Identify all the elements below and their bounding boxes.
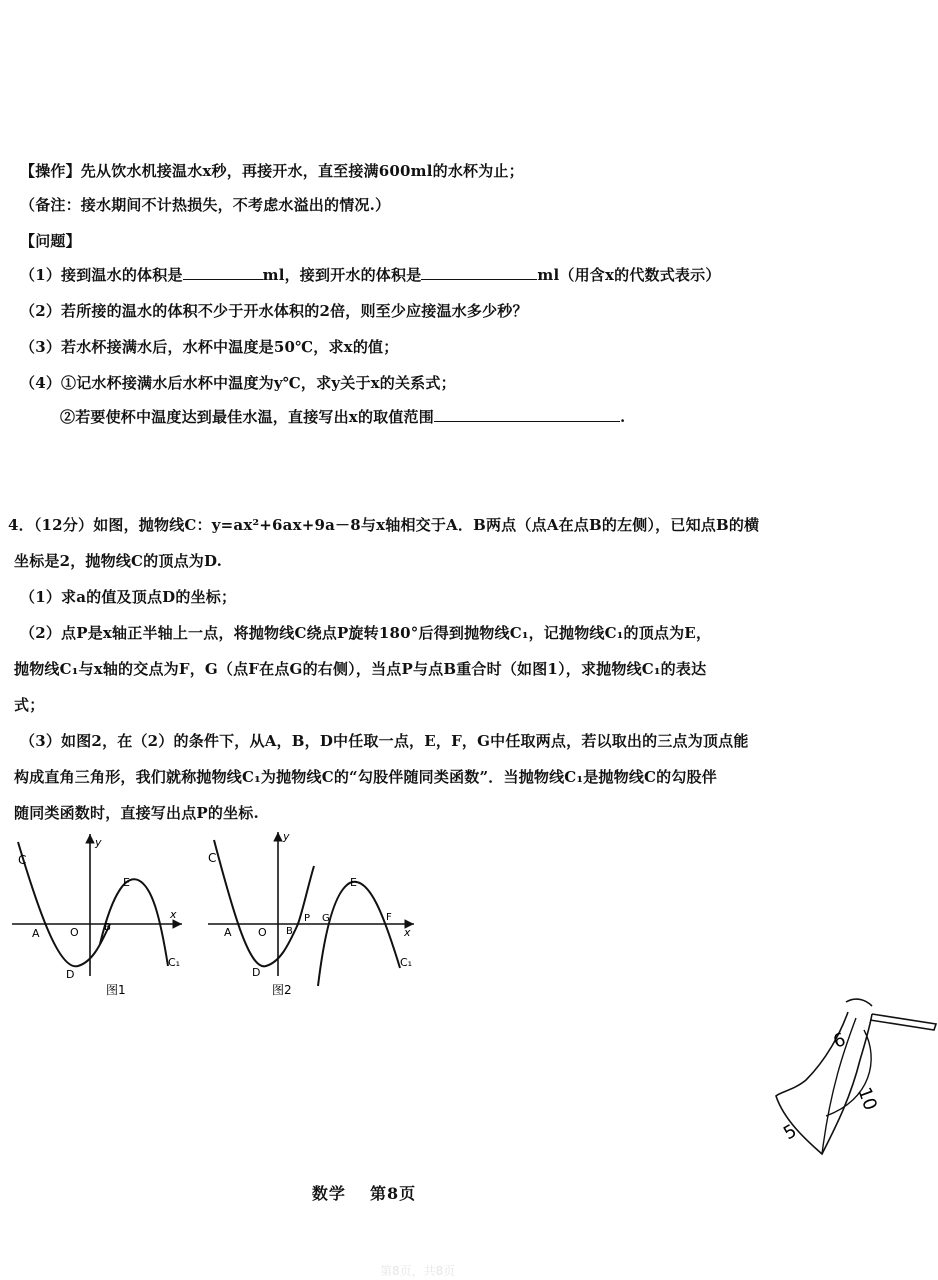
sketch-cap	[846, 999, 872, 1006]
label-o: O	[258, 926, 267, 939]
label-y: y	[95, 836, 102, 849]
label-c1: C₁	[400, 956, 413, 969]
problem24-part2-line1: （2）点P是x轴正半轴上一点，将抛物线C绕点P旋转180°后得到抛物线C₁，记抛物线C₁的顶点为E，	[20, 624, 712, 642]
footer-subject: 数学	[311, 1184, 346, 1203]
handwritten-sketch	[760, 990, 938, 1174]
figure1-caption: 图1	[106, 983, 126, 997]
blank-x-range[interactable]	[434, 407, 620, 422]
label-e: E	[350, 876, 357, 889]
q1-part2: ml，接到开水的体积是	[262, 266, 422, 284]
figure2-caption: 图2	[272, 983, 292, 997]
footer-page: 第8页	[369, 1184, 417, 1203]
problem24-part3-line3: 随同类函数时，直接写出点P的坐标.	[14, 804, 259, 822]
question-1	[20, 264, 721, 285]
operation-line: 【操作】先从饮水机接温水x秒，再接开水，直至接满600ml的水杯为止；	[20, 162, 524, 180]
label-c: C	[18, 853, 27, 867]
label-g: G	[322, 913, 330, 924]
problem24-part2-line2: 抛物线C₁与x轴的交点为F，G（点F在点G的右侧），当点P与点B重合时（如图1），求抛物线C₁的表达	[14, 660, 707, 678]
label-e: E	[123, 876, 130, 889]
blank-warm-volume[interactable]	[183, 265, 263, 280]
label-o: O	[70, 926, 79, 939]
q4-2-end: .	[619, 408, 626, 426]
blank-hot-volume[interactable]	[421, 265, 537, 280]
question-header: 【问题】	[20, 232, 81, 250]
q1-part1: （1）接到温水的体积是	[20, 266, 183, 284]
figure-1	[10, 826, 190, 1001]
label-c1: C₁	[168, 956, 181, 969]
page-footer	[0, 1181, 728, 1204]
sketch-mark-2: 10	[853, 1084, 881, 1114]
question-4-1: （4）①记水杯接满水后水杯中温度为y℃，求y关于x的关系式；	[20, 374, 456, 392]
question-3: （3）若水杯接满水后，水杯中温度是50℃，求x的值；	[20, 338, 399, 356]
label-p: P	[304, 913, 311, 924]
footer-faint: 第8页，共8页	[380, 1264, 456, 1278]
parabola-c	[214, 840, 314, 966]
question-4-2	[60, 406, 625, 427]
q1-part3: ml（用含x的代数式表示）	[537, 266, 721, 284]
problem24-part3-line1: （3）如图2，在（2）的条件下，从A，B，D中任取一点，E，F，G中任取两点，若以取出的三点为顶点能	[20, 732, 749, 750]
question-2: （2）若所接的温水的体积不少于开水体积的2倍，则至少应接温水多少秒？	[20, 302, 528, 320]
label-d: D	[252, 966, 261, 979]
problem24-line2: 坐标是2，抛物线C的顶点为D.	[14, 552, 223, 570]
label-c: C	[208, 851, 217, 865]
label-b: B	[104, 922, 111, 933]
parabola-c	[18, 842, 110, 966]
parabola-c1	[318, 882, 400, 986]
label-f: F	[386, 912, 392, 923]
problem24-line1: 4．（12分）如图，抛物线C：y=ax²+6ax+9a－8与x轴相交于A．B两点（点A在点B的左侧），已知点B的横	[8, 516, 760, 534]
label-x: x	[404, 926, 411, 939]
problem24-part3-line2: 构成直角三角形，我们就称抛物线C₁为抛物线C的“勾股伴随同类函数”．当抛物线C₁是抛物线C的勾股伴	[14, 768, 717, 786]
label-d: D	[66, 968, 75, 981]
q4-2-text: ②若要使杯中温度达到最佳水温，直接写出x的取值范围	[60, 408, 434, 426]
sketch-mark-3: 5	[780, 1120, 801, 1145]
problem24-part1: （1）求a的值及顶点D的坐标；	[20, 588, 237, 606]
figure-2	[200, 826, 420, 1001]
label-a: A	[32, 927, 40, 940]
sketch-arm	[870, 1014, 936, 1030]
note-line: （备注：接水期间不计热损失，不考虑水溢出的情况.）	[20, 196, 391, 214]
label-b: B	[286, 926, 293, 937]
sketch-mark-1: 6	[830, 1029, 849, 1053]
problem24-part2-line3: 式；	[14, 696, 45, 714]
label-a: A	[224, 926, 232, 939]
label-y: y	[283, 830, 290, 843]
label-x: x	[170, 908, 177, 921]
